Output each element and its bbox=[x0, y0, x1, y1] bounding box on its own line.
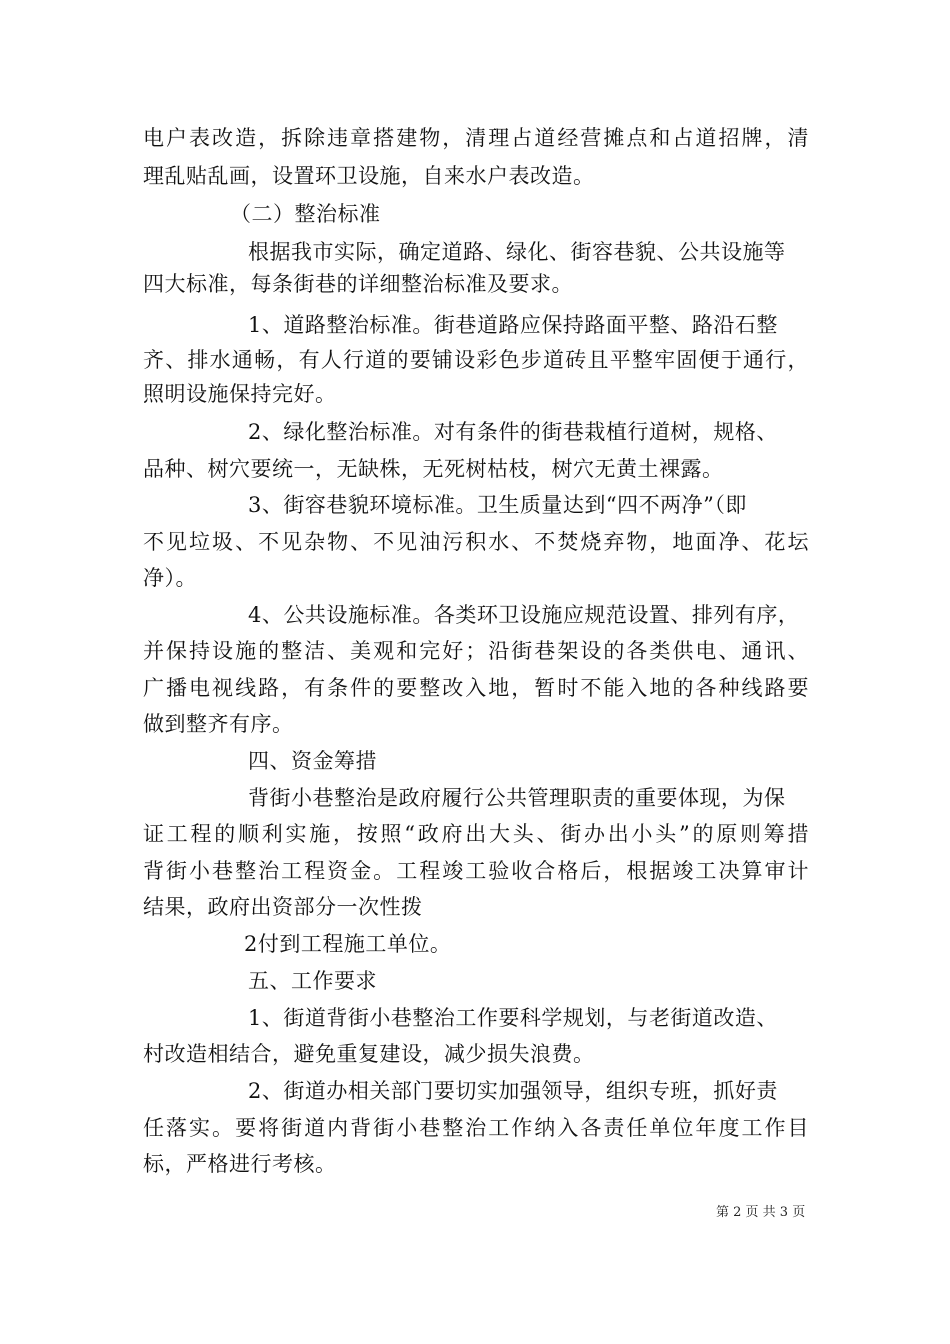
body-text-line: 并保持设施的整洁、美观和完好；沿街巷架设的各类供电、通讯、 bbox=[143, 639, 809, 663]
body-text-line: 村改造相结合，避免重复建设，减少损失浪费。 bbox=[143, 1042, 595, 1066]
body-text-line: 电户表改造，拆除违章搭建物，清理占道经营摊点和占道招牌，清 bbox=[143, 126, 809, 150]
body-text-line: 2付到工程施工单位。 bbox=[244, 932, 452, 956]
body-text-line: 结果，政府出资部分一次性拨 bbox=[143, 895, 423, 919]
body-text-line: 照明设施保持完好。 bbox=[143, 382, 337, 406]
list-item-text: 2、绿化整治标准。对有条件的街巷栽植行道树，规格、 bbox=[248, 420, 778, 444]
body-text-line: 四大标准，每条街巷的详细整治标准及要求。 bbox=[143, 272, 573, 296]
list-item-text: 4、公共设施标准。各类环卫设施应规范设置、排列有序， bbox=[248, 603, 800, 627]
list-item-text: 1、街道背街小巷整治工作要科学规划，与老街道改造、 bbox=[248, 1006, 778, 1030]
list-item-text: 1、道路整治标准。街巷道路应保持路面平整、路沿石整 bbox=[248, 313, 778, 337]
body-text-line: 品种、树穴要统一，无缺株，无死树枯枝，树穴无黄土裸露。 bbox=[143, 457, 724, 481]
list-item-text: 2、街道办相关部门要切实加强领导，组织专班，抓好责 bbox=[248, 1079, 778, 1103]
body-text-line: 广播电视线路，有条件的要整改入地，暂时不能入地的各种线路要 bbox=[143, 676, 809, 700]
body-text-line: 根据我市实际，确定道路、绿化、街容巷貌、公共设施等 bbox=[248, 240, 786, 264]
body-text-line: 不见垃圾、不见杂物、不见油污积水、不焚烧弃物，地面净、花坛 bbox=[143, 530, 809, 554]
section-heading: （二）整治标准 bbox=[230, 202, 381, 226]
body-text-line: 证工程的顺利实施，按照“政府出大头、街办出小头”的原则筹措 bbox=[143, 822, 809, 846]
body-text-line: 背街小巷整治是政府履行公共管理职责的重要体现，为保 bbox=[248, 786, 786, 810]
body-text-line: 齐、排水通畅，有人行道的要铺设彩色步道砖且平整牢固便于通行， bbox=[143, 348, 809, 372]
body-text-line: 背街小巷整治工程资金。工程竣工验收合格后，根据竣工决算审计 bbox=[143, 859, 809, 883]
body-text-line: 标，严格进行考核。 bbox=[143, 1152, 337, 1176]
body-text-line: 理乱贴乱画，设置环卫设施，自来水户表改造。 bbox=[143, 164, 595, 188]
body-text-line: 任落实。要将街道内背街小巷整治工作纳入各责任单位年度工作目 bbox=[143, 1116, 809, 1140]
body-text-line: 净）。 bbox=[143, 566, 197, 590]
list-item-text: 3、街容巷貌环境标准。卫生质量达到“四不两净”（即 bbox=[248, 493, 747, 517]
body-text-line: 做到整齐有序。 bbox=[143, 712, 294, 736]
page-number-footer: 第 2 页 共 3 页 bbox=[716, 1205, 806, 1220]
section-heading: 五、工作要求 bbox=[248, 969, 377, 993]
section-heading: 四、资金筹措 bbox=[248, 749, 377, 773]
